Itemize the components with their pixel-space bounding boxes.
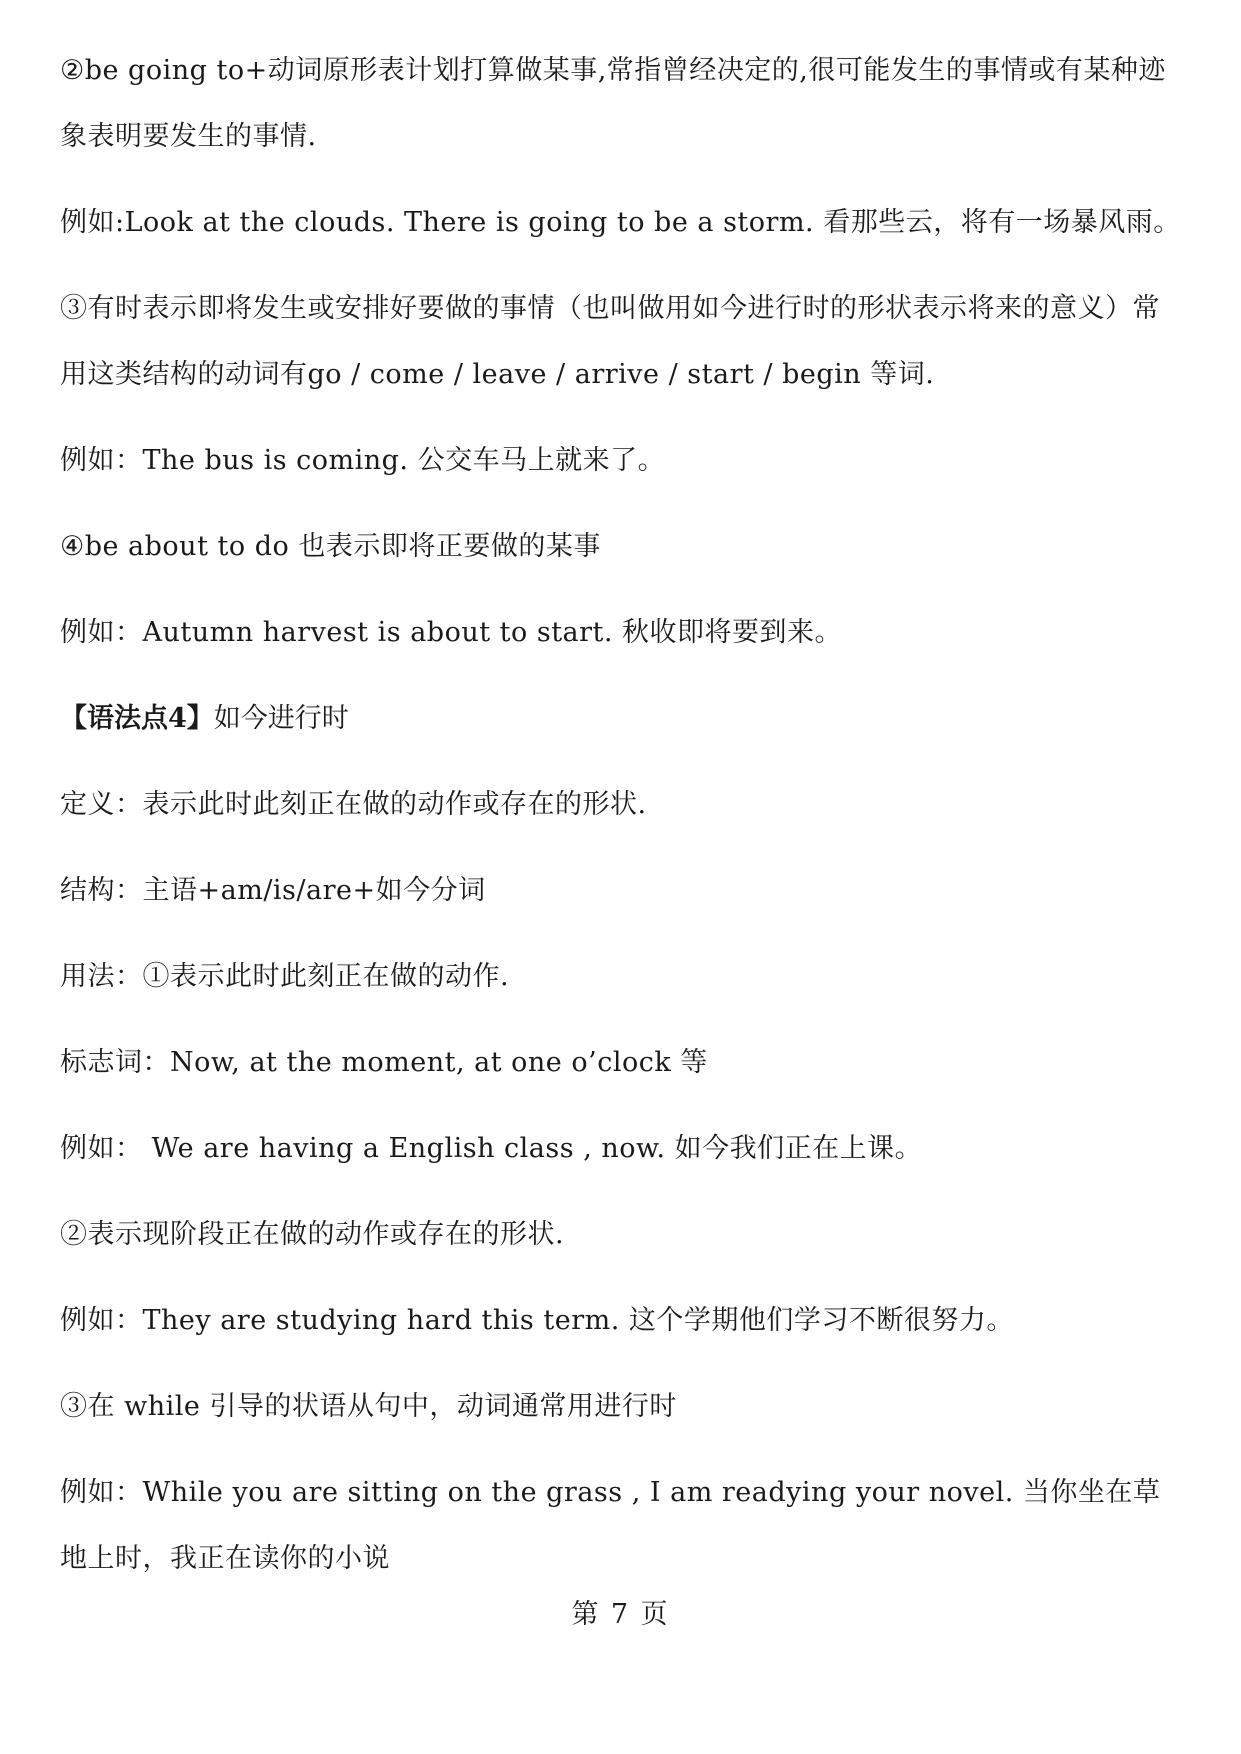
section-heading-title: 如今进行时	[213, 703, 349, 734]
section-heading-tag: 【语法点4】	[60, 703, 214, 734]
usage-1: 用法：①表示此时此刻正在做的动作.	[60, 961, 510, 992]
example-english-class: 例如： We are having a English class , now. 如今我们正在上课。	[60, 1133, 923, 1164]
usage-2: ②表示现阶段正在做的动作或存在的形状.	[60, 1219, 565, 1250]
paragraph-progressive-future: ③有时表示即将发生或安排好要做的事情（也叫做用如今进行时的形状表示将来的意义）常用这类结构的动词有go / come / leave / arrive / start / begin 等词.	[60, 293, 1160, 390]
paragraph-be-about-to: ④be about to do 也表示即将正要做的某事	[60, 531, 601, 562]
example-while: 例如：While you are sitting on the grass , I am readying your novel. 当你坐在草地上时，我正在读你的小说	[60, 1477, 1161, 1574]
example-bus: 例如：The bus is coming. 公交车马上就来了。	[60, 445, 666, 476]
example-storm: 例如:Look at the clouds. There is going to be a storm. 看那些云，将有一场暴风雨。	[60, 207, 1181, 238]
example-studying: 例如：They are studying hard this term. 这个学期他们学习不断很努力。	[60, 1305, 1014, 1336]
page-number: 第 7 页	[571, 1599, 670, 1630]
section-heading	[60, 686, 1185, 752]
definition: 定义：表示此时此刻正在做的动作或存在的形状.	[60, 789, 647, 820]
paragraph-be-going-to: ②be going to+动词原形表计划打算做某事,常指曾经决定的,很可能发生的事情或有某种迹象表明要发生的事情.	[60, 55, 1166, 152]
signal-words: 标志词：Now, at the moment, at one o’clock 等	[60, 1047, 708, 1078]
document-body	[60, 38, 1185, 1612]
usage-3: ③在 while 引导的状语从句中，动词通常用进行时	[60, 1391, 677, 1422]
structure: 结构：主语+am/is/are+如今分词	[60, 875, 486, 906]
example-autumn-harvest: 例如：Autumn harvest is about to start. 秋收即将要到来。	[60, 617, 843, 648]
